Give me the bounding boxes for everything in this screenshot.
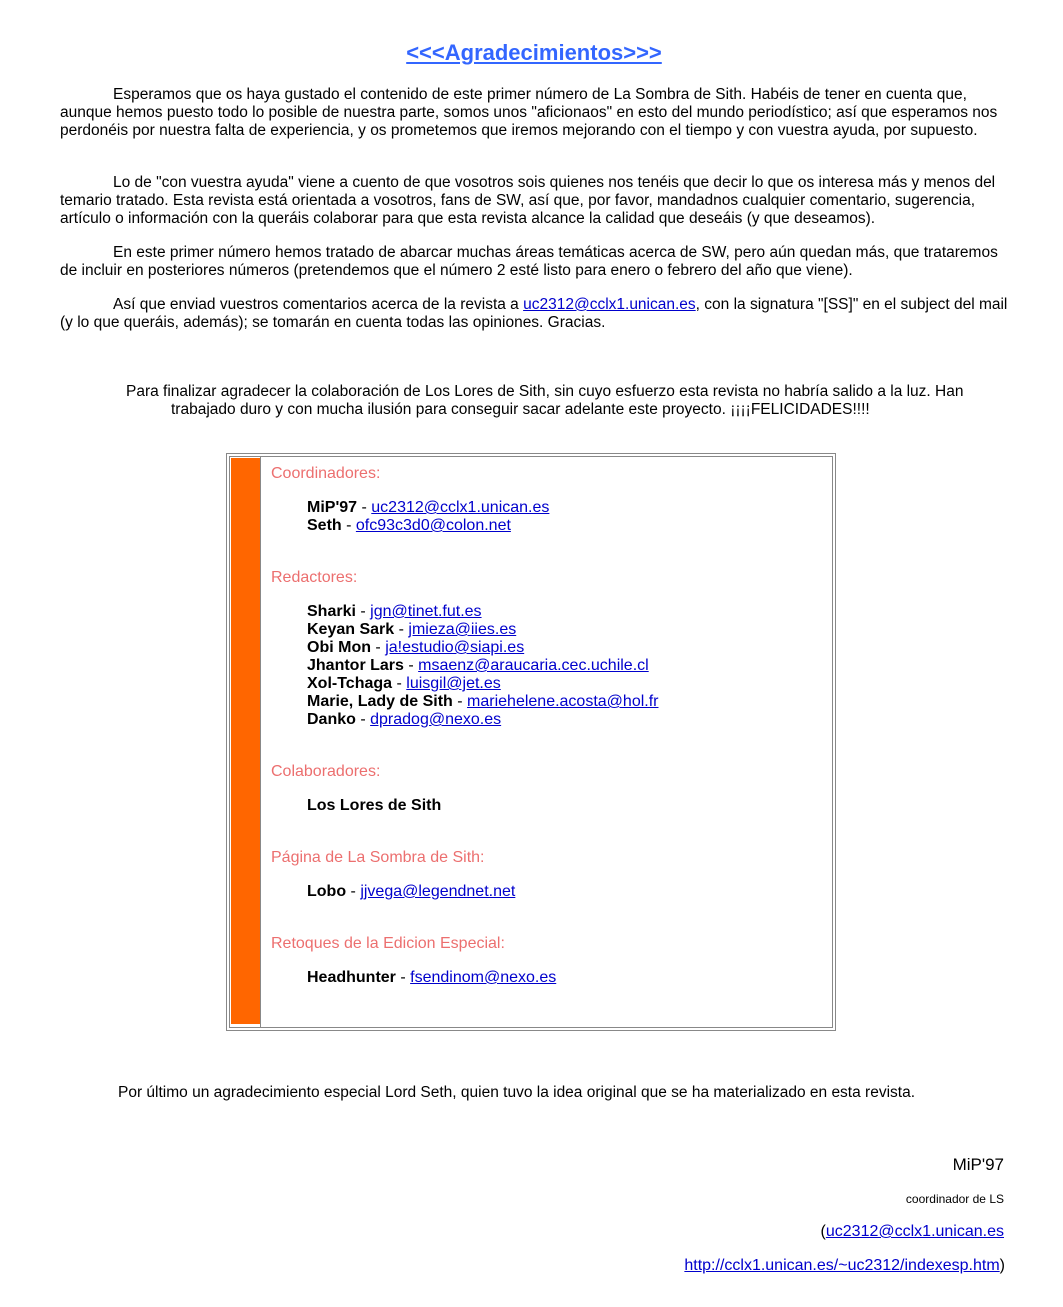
member-row [307,657,658,675]
member-sep: - [341,517,356,534]
member-row [307,639,658,657]
member-sep: - [394,621,409,638]
paragraph-topics [60,244,1010,280]
close-paren: ) [999,1257,1005,1274]
member-row [307,499,549,517]
closing-line-1: Para finalizar agradecer la colaboración de Los Lores de Sith, sin cuyo esfuerzo esta revista no habría salido a la luz. Han [126,383,964,400]
signature-name: MiP'97 [952,1155,1004,1174]
credits-orange-bar [231,458,260,1024]
member-name: Keyan Sark [307,621,395,638]
member-name: Seth [307,517,342,534]
credits-box [226,453,836,1031]
closing-paragraph [126,383,1006,419]
open-paren: ( [820,1223,826,1240]
signature-url-line [684,1257,1005,1275]
signature-role: coordinador de LS [905,1192,1004,1206]
paragraph-comments-after: , con la signatura "[SS]" en el subject del mail (y lo que queráis, además); se tomarán en cuenta todas las opiniones. Gracias. [60,296,1008,331]
member-email-link[interactable]: jgn@tinet.fut.es [370,603,482,620]
retoques-list [307,969,556,987]
member-sep: - [392,675,407,692]
member-name: Lobo [307,883,347,900]
credits-divider [260,456,261,1028]
member-name: Jhantor Lars [307,657,404,674]
signature-email-link[interactable]: uc2312@cclx1.unican.es [825,1223,1004,1240]
member-email-link[interactable]: ja!estudio@siapi.es [385,639,525,656]
coordinadores-title: Coordinadores: [271,465,381,482]
member-sep: - [370,639,386,656]
member-row [307,621,658,639]
special-thanks: Por último un agradecimiento especial Lord Seth, quien tuvo la idea original que se ha materializado en esta revista. [118,1084,916,1101]
member-sep: - [355,711,371,728]
member-row [307,517,549,535]
member-row [307,693,658,711]
paragraph-help [60,174,1010,228]
paragraph-intro [60,86,1010,140]
member-name: Los Lores de Sith [307,797,442,814]
title-link[interactable]: <<<Agradecimientos>>> [406,40,662,65]
member-sep: - [403,657,419,674]
member-name: Marie, Lady de Sith [307,693,453,710]
colaboradores-list [307,797,441,815]
member-email-link[interactable]: fsendinom@nexo.es [410,969,557,986]
page-title [0,40,1063,66]
pagina-list [307,883,515,901]
member-email-link[interactable]: jmieza@iies.es [408,621,517,638]
member-email-link[interactable]: uc2312@cclx1.unican.es [371,499,550,516]
paragraph-comments-before: Así que enviad vuestros comentarios acerca de la revista a [113,296,524,313]
member-sep: - [452,693,468,710]
redactores-list [307,603,658,729]
redactores-title: Redactores: [271,569,358,586]
member-name: Xol-Tchaga [307,675,393,692]
member-row [307,711,658,729]
member-name: MiP'97 [307,499,358,516]
member-email-link[interactable]: luisgil@jet.es [406,675,501,692]
member-sep: - [346,883,361,900]
paragraph-topics-text: En este primer número hemos tratado de abarcar muchas áreas temáticas acerca de SW, pero aún quedan más, que trataremos de incluir en posteriores números (pretendemos que el número 2 esté listo para enero o febrero del año que viene). [60,244,998,279]
member-name: Sharki [307,603,356,620]
comments-email-link[interactable]: uc2312@cclx1.unican.es [523,296,696,313]
member-row [307,883,515,901]
colaboradores-title: Colaboradores: [271,763,381,780]
member-row [307,969,556,987]
pagina-title: Página de La Sombra de Sith: [271,849,485,866]
member-email-link[interactable]: jjvega@legendnet.net [360,883,516,900]
retoques-title: Retoques de la Edicion Especial: [271,935,505,952]
member-sep: - [355,603,371,620]
member-email-link[interactable]: mariehelene.acosta@hol.fr [467,693,659,710]
signature-url-link[interactable]: http://cclx1.unican.es/~uc2312/indexesp.htm [684,1257,1000,1274]
member-row [307,603,658,621]
member-row [307,675,658,693]
member-name: Danko [307,711,356,728]
member-sep: - [357,499,372,516]
closing-line-2: trabajado duro y con mucha ilusión para conseguir sacar adelante este proyecto. ¡¡¡¡FELICIDADES!!!! [171,401,870,418]
paragraph-intro-text: Esperamos que os haya gustado el contenido de este primer número de La Sombra de Sith. Habéis de tener en cuenta que, aunque hemos puesto todo lo posible de nuestra parte, somos unos "aficionaos" en esto del mundo periodístico; así que esperamos nos perdonéis por nuestra falta de experiencia, y os prometemos que iremos mejorando con el tiempo y con vuestra ayuda, por supuesto. [60,86,998,139]
member-sep: - [395,969,411,986]
paragraph-help-text: Lo de "con vuestra ayuda" viene a cuento de que vosotros sois quienes nos tenéis que decir lo que os interesa más y menos del temario tratado. Esta revista está orientada a vosotros, fans de SW, así que, por favor, mandadnos cualquier comentario, sugerencia, artículo o información con la queráis colaborar para que esta revista alcance la calidad que deseáis (y que deseamos). [60,174,996,227]
member-name: Headhunter [307,969,396,986]
member-email-link[interactable]: msaenz@araucaria.cec.uchile.cl [418,657,649,674]
paragraph-comments [60,296,1010,332]
coordinadores-list [307,499,549,535]
member-email-link[interactable]: dpradog@nexo.es [370,711,502,728]
member-name: Obi Mon [307,639,371,656]
member-email-link[interactable]: ofc93c3d0@colon.net [355,517,511,534]
signature-email-line [821,1223,1004,1241]
member-row [307,797,441,815]
